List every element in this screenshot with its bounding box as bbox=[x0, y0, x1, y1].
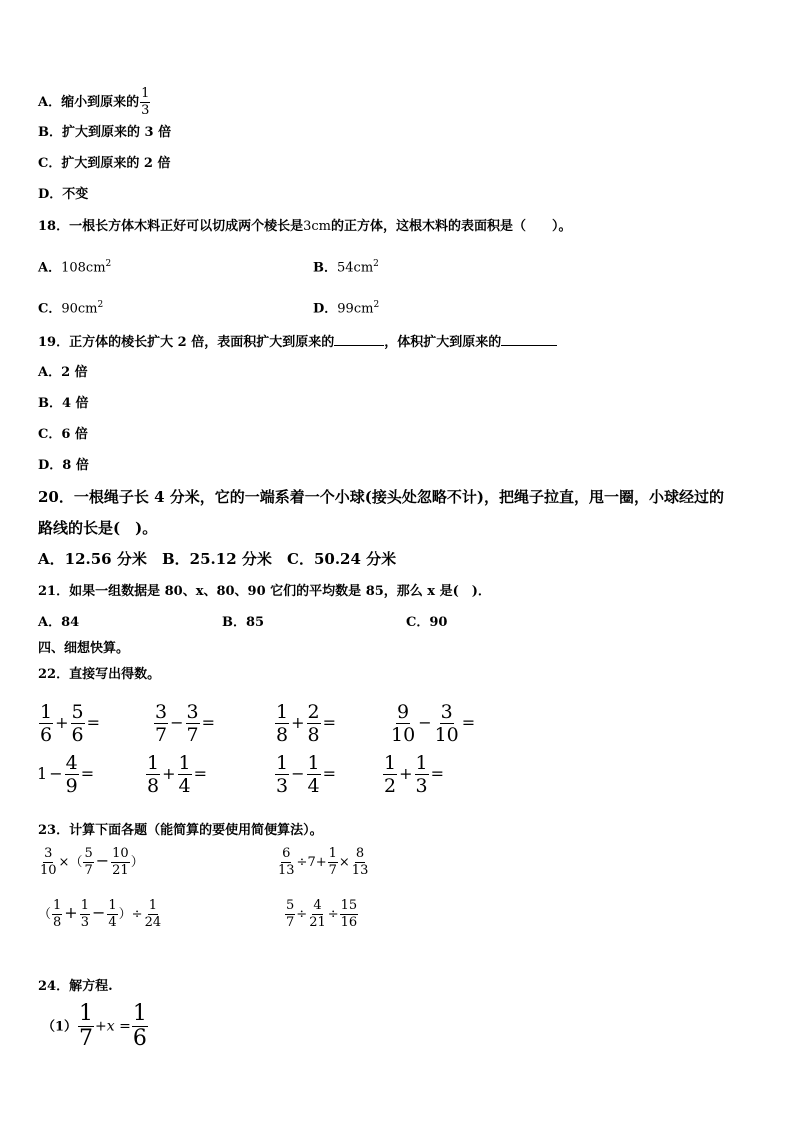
q20-stem-line1: 20．一根绳子长 4 分米，它的一端系着一个小球(接头处忽略不计)，把绳子拉直，甩一圈，小球经过的 bbox=[38, 488, 724, 506]
q23-stem: 23．计算下面各题（能简算的要使用简便算法）。 bbox=[38, 823, 323, 838]
q20-option-c: C．50.24 分米 bbox=[287, 550, 397, 568]
q23-expr-2: $\frac{6}{13}$ ÷7+ $\frac{1}{7}$ × $\frac{8}{13}$ bbox=[278, 846, 369, 878]
q22-expr-3: $\frac{1}{8}$ + $\frac{2}{8}$ = bbox=[276, 701, 336, 746]
q18-option-c: C．$90cm^2$ bbox=[38, 300, 104, 317]
q19-option-b: B．4 倍 bbox=[38, 396, 89, 411]
section-heading: 四、细想快算。 bbox=[38, 641, 130, 656]
q21-option-b: B．85 bbox=[222, 615, 265, 630]
q23-expr-1: $\frac{3}{10}$ ×（ $\frac{5}{7}$ − $\frac{10}{21}$ ） bbox=[40, 846, 144, 878]
q18-option-b: B．$54cm^2$ bbox=[313, 259, 379, 276]
q19-option-d: D．8 倍 bbox=[38, 458, 89, 473]
q20-option-a: A．12.56 分米 bbox=[38, 550, 147, 568]
q22-expr-6: $\frac{1}{8}$ + $\frac{1}{4}$ = bbox=[147, 752, 207, 797]
q18-option-a: A．$108cm^2$ bbox=[38, 259, 112, 276]
q21-option-c: C．90 bbox=[406, 615, 448, 630]
q23-expr-4: $\frac{5}{7}$ ÷ $\frac{4}{21}$ ÷ $\frac{15}{16}$ bbox=[286, 898, 358, 930]
q18-option-d: D．$99cm^2$ bbox=[313, 300, 380, 317]
q17-option-d: D．不变 bbox=[38, 187, 89, 202]
q22-expr-5: 1 − $\frac{4}{9}$ = bbox=[37, 752, 95, 797]
q23-expr-3: （ $\frac{1}{8}$ + $\frac{1}{3}$ − $\frac{1}{4}$ ）÷ $\frac{1}{24}$ bbox=[38, 898, 162, 930]
q22-expr-8: $\frac{1}{2}$ + $\frac{1}{3}$ = bbox=[384, 752, 444, 797]
q19-option-c: C．6 倍 bbox=[38, 427, 88, 442]
q24-stem: 24．解方程. bbox=[38, 979, 113, 994]
q19-stem: 19．正方体的棱长扩大 2 倍，表面积扩大到原来的 ，体积扩大到原来的 bbox=[38, 333, 557, 352]
answer-blank[interactable] bbox=[501, 333, 557, 346]
answer-blank[interactable] bbox=[334, 333, 384, 346]
q24-equation-1: （1） $\frac{1}{7}$ +x = $\frac{1}{6}$ bbox=[42, 1001, 147, 1051]
q17-option-a: A．缩小到原来的 $\frac{1}{3}$ bbox=[38, 86, 150, 118]
fraction: $\frac{1}{3}$ bbox=[141, 86, 150, 118]
q20-stem-line2: 路线的长是( )。 bbox=[38, 519, 158, 537]
q17-option-c: C．扩大到原来的 2 倍 bbox=[38, 156, 171, 171]
q21-stem: 21．如果一组数据是 80、x、80、90 它们的平均数是 85，那么 x 是( )． bbox=[38, 584, 491, 599]
q22-expr-1: $\frac{1}{6}$ + $\frac{5}{6}$ = bbox=[40, 701, 100, 746]
q22-stem: 22．直接写出得数。 bbox=[38, 667, 161, 682]
q19-option-a: A．2 倍 bbox=[38, 365, 88, 380]
q21-option-a: A．84 bbox=[38, 615, 80, 630]
q17-option-b: B．扩大到原来的 3 倍 bbox=[38, 125, 172, 140]
q18-stem: 18．一根长方体木料正好可以切成两个棱长是3cm的正方体，这根木料的表面积是（ ）。 bbox=[38, 219, 572, 234]
q20-option-b: B．25.12 分米 bbox=[162, 550, 272, 568]
q22-expr-7: $\frac{1}{3}$ − $\frac{1}{4}$ = bbox=[276, 752, 336, 797]
q22-expr-4: $\frac{9}{10}$ − $\frac{3}{10}$ = bbox=[391, 701, 476, 746]
q22-expr-2: $\frac{3}{7}$ − $\frac{3}{7}$ = bbox=[155, 701, 215, 746]
